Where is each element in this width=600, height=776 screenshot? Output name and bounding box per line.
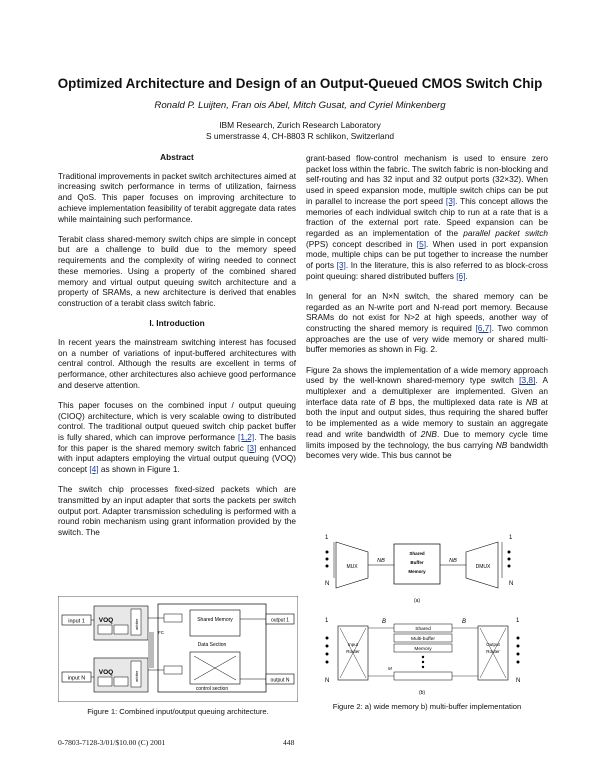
- page-number: 448: [283, 738, 295, 747]
- figure-2-caption: Figure 2: a) wide memory b) multi-buffer implementation: [332, 702, 522, 711]
- paper-authors: Ronald P. Luijten, Fran ois Abel, Mitch Gusat, and Cyriel Minkenberg: [154, 100, 446, 111]
- fig2b-port-1-out: 1: [516, 618, 520, 624]
- citation-link[interactable]: [3]: [247, 442, 257, 453]
- b-label-left: B: [382, 619, 387, 625]
- voq-label: VOQ: [98, 617, 114, 624]
- figure-1-diagram: [58, 596, 298, 702]
- fig2b-port-n-in: N: [325, 678, 330, 684]
- output-router-label: Output: [486, 642, 500, 647]
- intro-heading: I. Introduction: [149, 318, 205, 329]
- citation-link[interactable]: [3]: [336, 260, 346, 271]
- citation-link[interactable]: [4]: [89, 464, 99, 475]
- citation-link[interactable]: [1,2]: [238, 431, 255, 442]
- output-n-label: output N: [270, 677, 290, 684]
- paper-title: Optimized Architecture and Design of an Output-Queued CMOS Switch Chip: [57, 76, 543, 91]
- intro-paragraph-2: This paper focuses on the combined input / output queuing (CIOQ) architecture, which is very scalable owing to distributed control. The traditional output queued switch chip packet buffer is fully shared, which can improve performance [1,2]. The basis for this paper is the shared memory switch fabric [3] enhanced with input adapters employing the virtual output queuing (VOQ) concept [4] as shown in Figure 1.: [58, 399, 297, 475]
- citation-link[interactable]: [6]: [456, 270, 466, 281]
- figure-2-diagram: [306, 530, 548, 698]
- citation-link[interactable]: [3,8]: [519, 375, 536, 386]
- m-label: M: [388, 666, 392, 671]
- figure-1-caption: Figure 1: Combined input/output queuing architecture.: [87, 707, 269, 716]
- shared-label-b: Shared: [415, 627, 431, 632]
- input-1-label: input 1: [68, 618, 85, 625]
- arbiter-label: arbiter: [134, 618, 139, 630]
- citation-link[interactable]: [3]: [445, 195, 456, 206]
- control-section-label: control section: [195, 686, 229, 692]
- fc-label: FC: [158, 630, 164, 635]
- output-router-label: Router: [486, 649, 500, 654]
- right-paragraph-3: Figure 2a shows the implementation of a wide memory approach used by the well-known shared-memory type switch [3,8]. A multiplexer and a demultiplexer are implemented. Given an interface data rate of B bps, the multiplexed data rate is NB at both the input and output sides, thus requiring the shared buffer to be implemented as a wide memory to sustain an aggregate read and write bandwidth of 2NB. Due to memory cycle time limits imposed by the technology, the bus carrying NB bandwidth becomes very wide. This bus cannot be: [306, 364, 548, 461]
- abstract-paragraph-2: Terabit class shared-memory switch chips are simple in concept but are a challenge to build due to the memory speed requirements and the complexity of wiring needed to connect these memories. Using a property of the combined shared memory and virtual output queuing switch architecture and a property of SRAMs, a new architecture is derived that enables construction of a terabit class switch fabric.: [58, 233, 296, 308]
- intro-paragraph-3: The switch chip processes fixed-sized packets which are transmitted by an input adapter that sorts the packets per switch output port. Adapter transmission scheduling is performed with a round robin mechanism using grant information provided by the switch. The: [58, 484, 296, 538]
- citation-link[interactable]: [5]: [416, 238, 427, 249]
- input-router-label: Input: [347, 642, 359, 647]
- memory-label: Memory: [408, 569, 426, 574]
- shared-label: Shared: [409, 551, 425, 556]
- fig2a-port-1-in: 1: [325, 535, 329, 541]
- footer-isbn: 0-7803-7128-3/01/$10.00 (C) 2001: [58, 738, 166, 747]
- fig2a-label: (a): [413, 598, 421, 604]
- fig2a-port-n-in: N: [325, 581, 330, 587]
- fig2a-port-n-out: N: [509, 581, 514, 587]
- abstract-heading: Abstract: [160, 152, 194, 162]
- shared-memory-label: Shared Memory: [197, 617, 233, 623]
- affiliation-lab: IBM Research, Zurich Research Laboratory: [219, 120, 381, 130]
- arbiter-label: arbiter: [134, 670, 139, 682]
- right-column: [306, 153, 548, 470]
- input-n-label: input N: [67, 675, 86, 682]
- right-paragraph-1: grant-based flow-control mechanism is used to ensure zero packet loss within the fabric. The switch fabric is non-blocking and self-routing and has 32 input and 32 output ports (32×32). When used in speed expansion mode, multiple switch chips can be put in parallel to increase the port speed [3]. This concept allows the memories of each individual switch chip to run at a rate that is a fraction of the external port rate. Speed expansion can be regarded as an implementation of the parallel packet switch (PPS) concept described in [5]. When used in port expansion mode, multiple chips can be put together to increase the number of ports [3]. In the literature, this is also referred to as block-cross point queuing: shared distributed buffers [6].: [306, 153, 549, 281]
- left-column: [58, 152, 296, 547]
- fig2b-port-1-in: 1: [325, 618, 329, 624]
- nb-label-left: NB: [377, 558, 385, 564]
- output-1-label: output 1: [270, 617, 290, 624]
- nb-label-right: NB: [449, 558, 457, 564]
- abstract-paragraph-1: Traditional improvements in packet switch architectures aimed at increasing switch performance in terms of utilization, fairness and QoS. This paper focuses on improving architecture to achieve implementation feasibility of terabit aggregate data rates while maintaining such performance.: [58, 170, 296, 224]
- voq-label: VOQ: [98, 669, 114, 676]
- affiliation-address: S umerstrasse 4, CH-8803 R schlikon, Switzerland: [205, 131, 395, 141]
- input-router-label: Router: [346, 649, 360, 654]
- fig2b-port-n-out: N: [516, 678, 521, 684]
- memory-label-b: Memory: [414, 647, 432, 652]
- data-section-label: Data Section: [197, 642, 227, 648]
- fig2b-label: (b): [418, 690, 426, 696]
- intro-paragraph-1: In recent years the mainstream switching interest has focused on a number of variations of input-buffered architectures with central control. Although the results are excellent in terms of performance, other architectures also achieve good performance and deserve attention.: [58, 336, 296, 390]
- fig2a-port-1-out: 1: [509, 535, 513, 541]
- dmux-label: DMUX: [475, 564, 491, 570]
- mux-label: MUX: [346, 564, 358, 570]
- citation-link[interactable]: [6,7]: [475, 323, 492, 334]
- b-label-right: B: [462, 619, 467, 625]
- multi-buffer-label: Multi-buffer: [411, 637, 435, 642]
- right-paragraph-2: In general for an N×N switch, the shared memory can be regarded as an N-write port and N-read port memory. Because SRAMs do not exist for N>2 at high speeds, another way of constructing the shared memory is required [6,7]. Two common approaches are the use of very wide memory or shared multi-buffer memories as shown in Fig. 2.: [306, 290, 548, 355]
- buffer-label: Buffer: [410, 560, 424, 565]
